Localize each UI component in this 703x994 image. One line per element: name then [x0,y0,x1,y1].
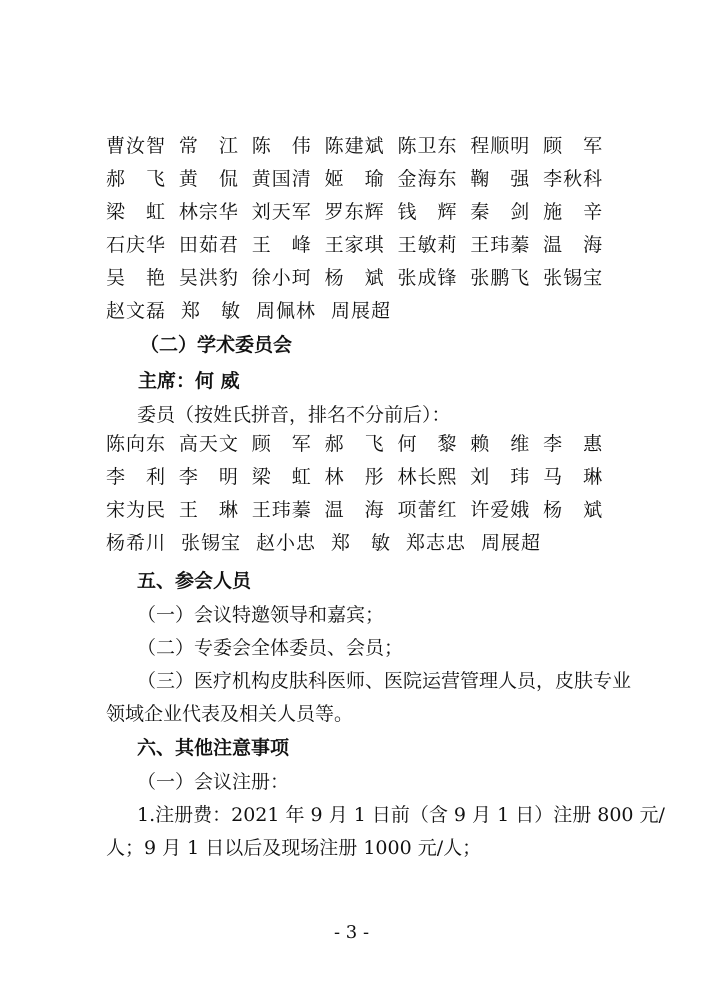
member-name: 王家琪 [324,234,385,256]
member-name: 王 峰 [251,234,312,256]
member-name: 杨希川 [106,532,167,554]
member-name: 陈建斌 [324,135,385,157]
main-committee-name-list [106,128,616,326]
member-name: 郑 敏 [181,300,242,322]
member-name: 吴洪豹 [178,267,239,289]
member-name: 曹汝智 [106,135,167,157]
member-name: 田茹君 [178,234,239,256]
member-name: 李秋科 [543,168,604,190]
member-name: 周佩林 [256,300,317,322]
member-name: 王敏莉 [397,234,458,256]
member-name: 温 海 [324,499,385,521]
member-name: 陈 伟 [251,135,312,157]
member-name: 徐小珂 [251,267,312,289]
registration-fee-line-continued: 人；9 月 1 日以后及现场注册 1000 元/人； [106,837,482,859]
member-name: 施 辛 [543,201,604,223]
member-name: 陈卫东 [397,135,458,157]
name-row [106,426,616,459]
attendee-item: （一）会议特邀领导和嘉宾； [137,604,385,626]
name-row [106,227,616,260]
attendee-item: （二）专委会全体委员、会员； [137,637,404,659]
registration-sub-heading: （一）会议注册： [137,771,290,793]
member-name: 秦 剑 [470,201,531,223]
member-name: 高天文 [178,433,239,455]
member-name: 李 利 [106,466,167,488]
member-name: 项蕾红 [397,499,458,521]
name-row [106,194,616,227]
member-name: 梁 虹 [106,201,167,223]
name-row [106,260,616,293]
name-row [106,459,616,492]
member-name: 姬 瑜 [324,168,385,190]
attendee-item-continued: 领域企业代表及相关人员等。 [106,703,354,725]
member-name: 王 琳 [178,499,239,521]
member-name: 李 惠 [543,433,604,455]
attendee-item: （三）医疗机构皮肤科医师、医院运营管理人员，皮肤专业 [137,670,632,692]
member-name: 周展超 [481,532,542,554]
name-row [106,492,616,525]
member-name: 郝 飞 [324,433,385,455]
member-name: 钱 辉 [397,201,458,223]
member-name: 顾 军 [251,433,312,455]
member-name: 郝 飞 [106,168,167,190]
member-name: 罗东辉 [324,201,385,223]
name-row [106,161,616,194]
member-name: 马 琳 [543,466,604,488]
member-name: 金海东 [397,168,458,190]
member-name: 杨 斌 [543,499,604,521]
member-name: 陈向东 [106,433,167,455]
section-five-heading: 五、参会人员 [137,570,252,592]
member-name: 郑 敏 [331,532,392,554]
member-name: 杨 斌 [324,267,385,289]
member-name: 林 彤 [324,466,385,488]
member-name: 郑志忠 [406,532,467,554]
member-name: 何 黎 [397,433,458,455]
member-name: 张锡宝 [543,267,604,289]
member-name: 宋为民 [106,499,167,521]
member-name: 赖 维 [470,433,531,455]
member-name: 刘 玮 [470,466,531,488]
academic-committee-chair: 主席：何 威 [138,370,240,392]
member-name: 赵小忠 [256,532,317,554]
member-name: 张鹏飞 [470,267,531,289]
name-row [106,525,616,558]
member-name: 刘天军 [251,201,312,223]
member-name: 梁 虹 [251,466,312,488]
member-name: 李 明 [178,466,239,488]
member-name: 林宗华 [178,201,239,223]
member-name: 黄国清 [251,168,312,190]
member-name: 许爱娥 [470,499,531,521]
member-name: 王玮蓁 [470,234,531,256]
member-name: 鞠 强 [470,168,531,190]
member-name: 周展超 [331,300,392,322]
member-name: 常 江 [178,135,239,157]
section-six-heading: 六、其他注意事项 [137,737,290,759]
member-name: 赵文磊 [106,300,167,322]
academic-committee-name-list [106,426,616,558]
member-name: 石庆华 [106,234,167,256]
member-name: 程顺明 [470,135,531,157]
registration-fee-line: 1.注册费：2021 年 9 月 1 日前（含 9 月 1 日）注册 800 元/ [137,804,665,826]
member-name: 张成锋 [397,267,458,289]
name-row [106,293,616,326]
member-name: 王玮蓁 [251,499,312,521]
academic-members-intro: 委员（按姓氏拼音，排名不分前后）： [137,404,451,426]
page-number: - 3 - [333,922,370,943]
member-name: 顾 军 [543,135,604,157]
member-name: 林长熙 [397,466,458,488]
member-name: 张锡宝 [181,532,242,554]
name-row [106,128,616,161]
member-name: 吴 艳 [106,267,167,289]
member-name: 温 海 [543,234,604,256]
academic-committee-heading: （二）学术委员会 [140,334,293,356]
member-name: 黄 侃 [178,168,239,190]
